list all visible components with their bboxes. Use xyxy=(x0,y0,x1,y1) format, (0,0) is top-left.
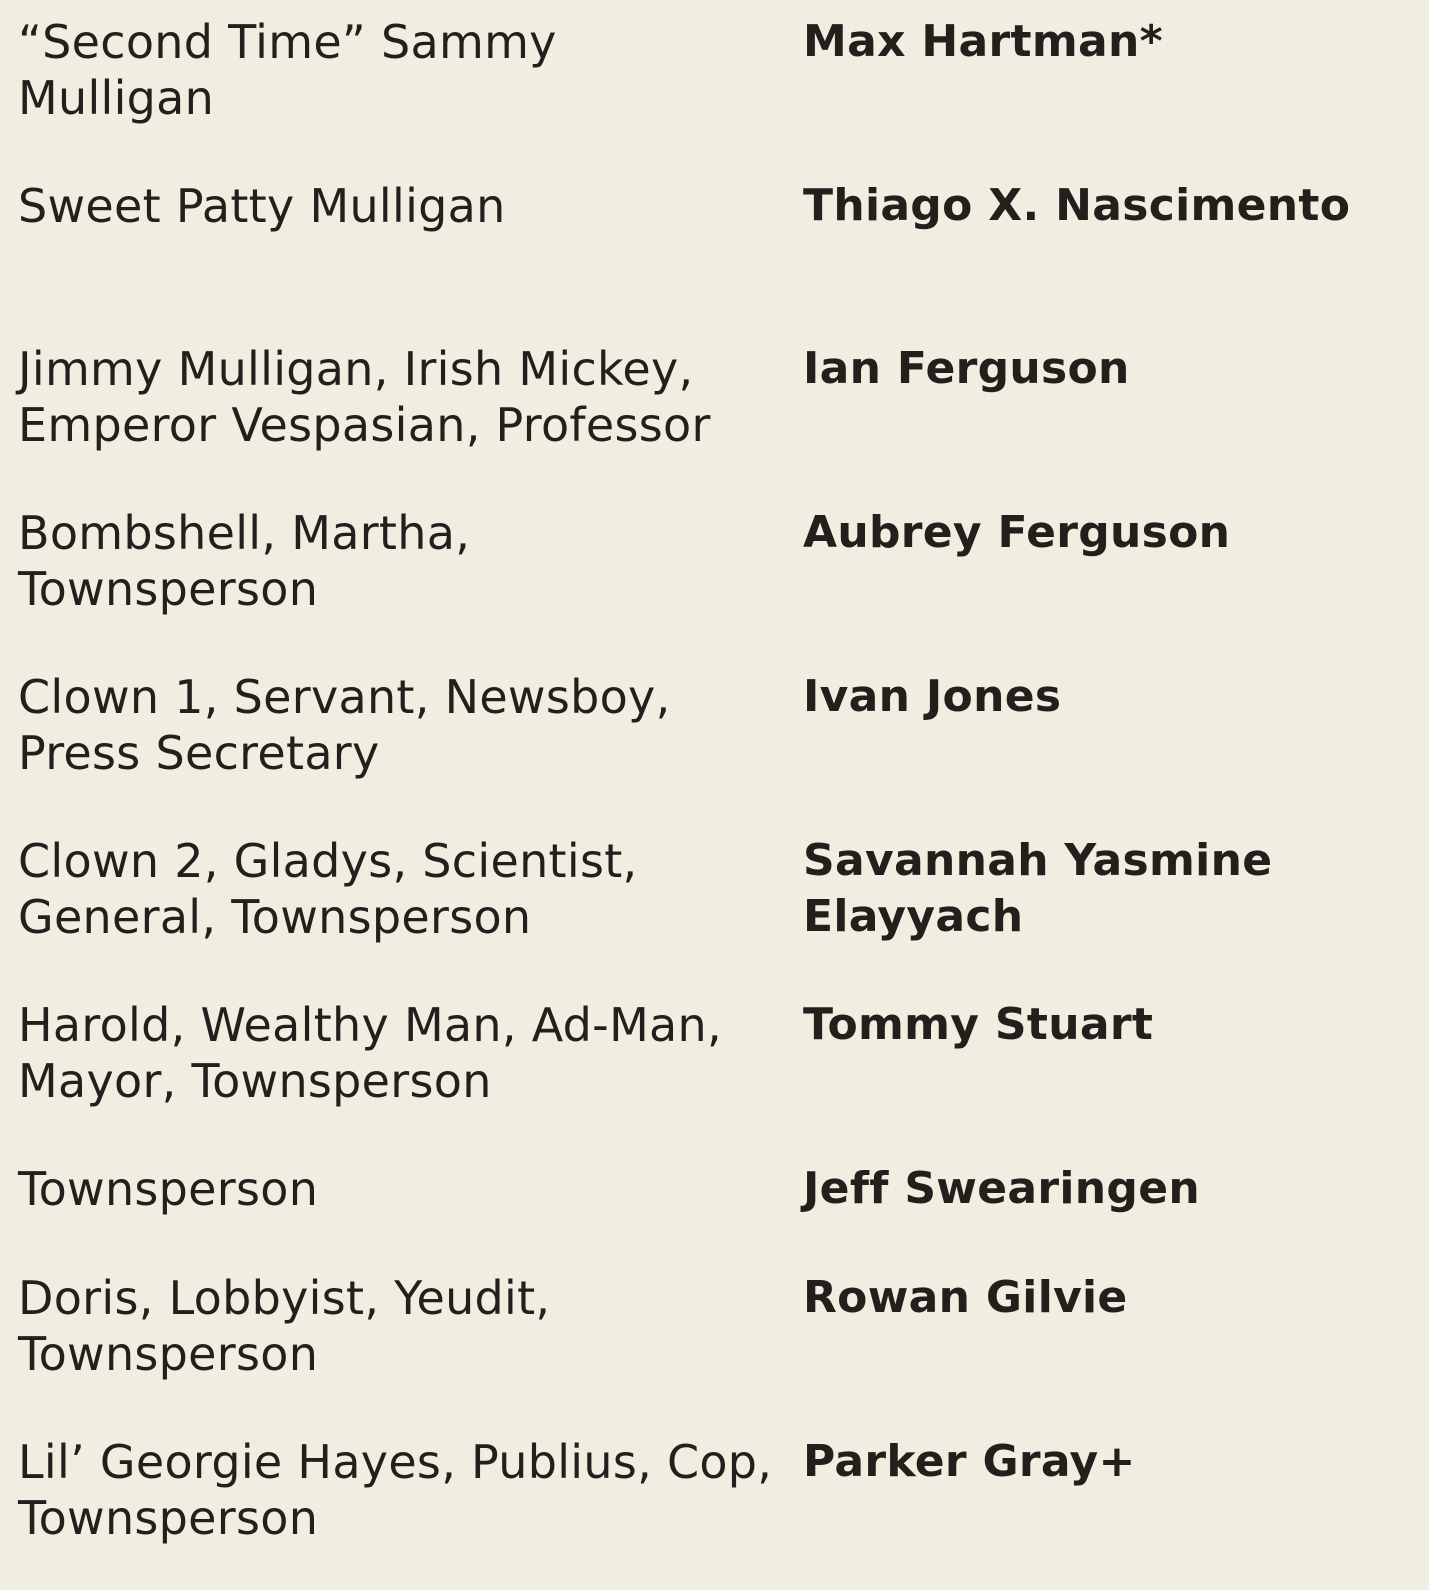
cast-row xyxy=(0,1256,1429,1381)
cast-row xyxy=(0,0,1429,125)
actor-name: Tommy Stuart xyxy=(803,999,1154,1050)
cast-row xyxy=(0,1420,1429,1545)
cast-row xyxy=(0,655,1429,780)
cast-row xyxy=(0,819,1429,944)
role-name: Townsperson xyxy=(18,1162,319,1216)
cast-row xyxy=(0,983,1429,1108)
role-name: Bombshell, Martha, Townsperson xyxy=(18,506,471,616)
role-name: Clown 1, Servant, Newsboy, Press Secretary xyxy=(18,670,671,780)
cast-row xyxy=(0,327,1429,452)
actor-name: Savannah Yasmine Elayyach xyxy=(803,835,1273,942)
actor-name: Aubrey Ferguson xyxy=(803,507,1231,558)
actor-name: Jeff Swearingen xyxy=(803,1163,1200,1214)
actor-name: Rowan Gilvie xyxy=(803,1272,1128,1323)
cast-row xyxy=(0,1147,1429,1267)
role-name: Clown 2, Gladys, Scientist, General, Townsperson xyxy=(18,834,638,944)
cast-row xyxy=(0,491,1429,616)
actor-name: Parker Gray+ xyxy=(803,1436,1136,1487)
actor-name: Ian Ferguson xyxy=(803,343,1130,394)
role-name: Doris, Lobbyist, Yeudit, Townsperson xyxy=(18,1271,551,1381)
role-name: Harold, Wealthy Man, Ad-Man, Mayor, Townsperson xyxy=(18,998,722,1108)
actor-name: Max Hartman* xyxy=(803,16,1163,67)
actor-name: Ivan Jones xyxy=(803,671,1062,722)
role-name: “Second Time” Sammy Mulligan xyxy=(18,15,557,125)
actor-name: Thiago X. Nascimento xyxy=(803,180,1351,231)
role-name: Jimmy Mulligan, Irish Mickey, Emperor Vespasian, Professor xyxy=(18,342,711,452)
role-name: Sweet Patty Mulligan xyxy=(18,179,506,233)
cast-row xyxy=(0,164,1429,284)
role-name: Lil’ Georgie Hayes, Publius, Cop, Townsperson xyxy=(18,1435,773,1545)
